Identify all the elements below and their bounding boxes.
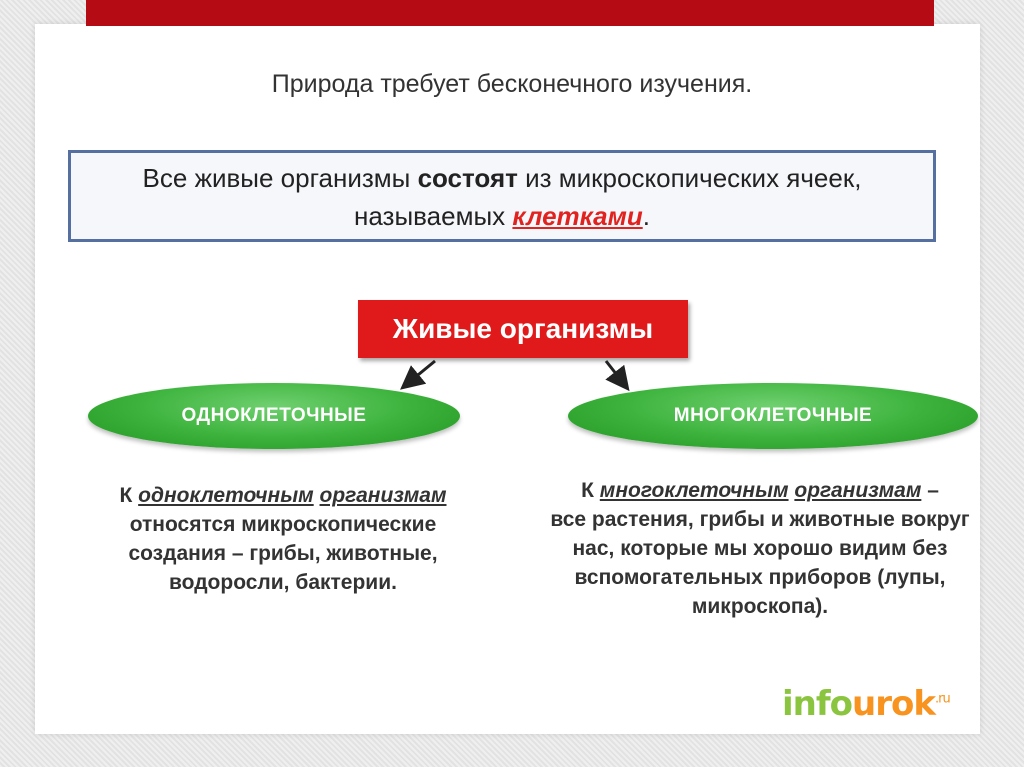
slide-subtitle: Природа требует бесконечного изучения.	[271, 70, 753, 98]
definition-bold: состоят	[417, 163, 518, 193]
branch-unicellular: ОДНОКЛЕТОЧНЫЕ	[88, 383, 460, 449]
logo-part-2: urok	[852, 684, 935, 724]
branch-multicellular: МНОГОКЛЕТОЧНЫЕ	[568, 383, 978, 449]
desc-term-2: организмам	[794, 479, 922, 502]
infourok-logo	[782, 684, 950, 724]
definition-highlight: клетками	[512, 201, 643, 231]
logo-part-1: info	[782, 684, 853, 724]
desc-term-2: организмам	[319, 484, 447, 507]
definition-end: .	[642, 201, 650, 231]
arrow-right	[606, 361, 624, 384]
definition-text-3: называемых	[354, 201, 513, 231]
logo-suffix: .ru	[934, 691, 950, 707]
desc-term-1: многоклеточным	[599, 479, 789, 502]
desc-prefix: К	[581, 479, 600, 502]
definition-text: Все живые организмы	[142, 163, 418, 193]
desc-term-1: одноклеточным	[138, 484, 314, 507]
multicellular-description	[540, 476, 980, 621]
unicellular-description	[88, 481, 478, 597]
root-node: Живые организмы	[358, 300, 688, 358]
desc-prefix: К	[119, 484, 139, 507]
desc-dash: –	[921, 479, 939, 502]
arrow-left	[407, 361, 435, 384]
desc-body: относятся микроскопические создания – грибы, животные, водоросли, бактерии.	[128, 513, 438, 594]
definition-text-2: из микроскопических ячеек,	[517, 163, 862, 193]
desc-body: все растения, грибы и животные вокруг нас, которые мы хорошо видим без вспомогательных приборов (лупы, микроскопа).	[550, 508, 970, 618]
